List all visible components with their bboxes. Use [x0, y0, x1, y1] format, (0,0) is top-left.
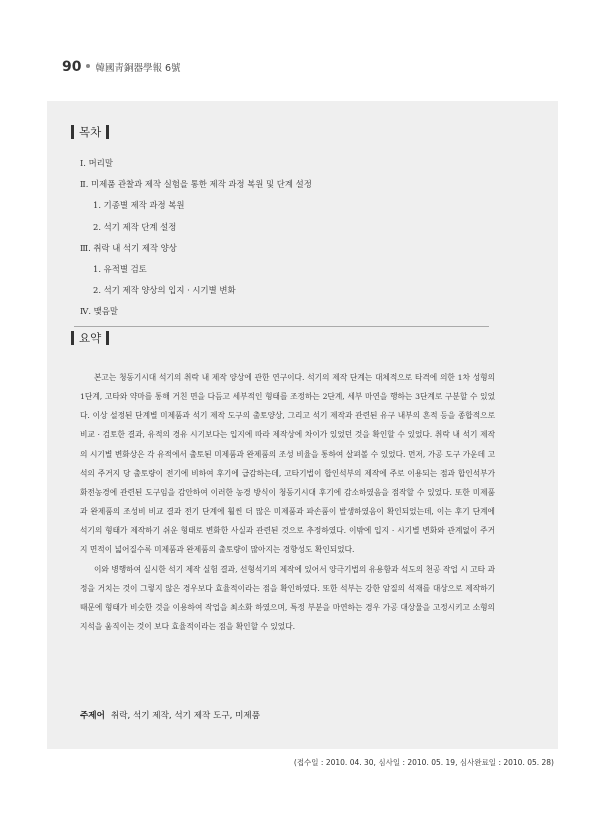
heading-bar-right-icon — [106, 125, 109, 139]
toc-item: 1. 기종별 제작 과정 복원 — [93, 200, 185, 211]
section-divider — [74, 326, 489, 327]
toc-title: 목차 — [79, 125, 102, 139]
toc-item: 1. 유적별 검토 — [93, 263, 147, 274]
toc-item: Ⅱ. 미제품 관찰과 제작 실험을 통한 제작 과정 복원 및 단계 설정 — [80, 179, 312, 190]
toc-item: Ⅰ. 머리말 — [80, 158, 113, 168]
toc-item: 2. 석기 제작 단계 설정 — [93, 221, 177, 232]
abstract-body — [80, 368, 495, 636]
submission-dates: (접수일 : 2010. 04. 30, 심사일 : 2010. 05. 19, 심사완료일 : 2010. 05. 28) — [293, 758, 554, 767]
abstract-paragraph: 이와 병행하여 실시한 석기 제작 실험 결과, 선형석기의 제작에 있어서 양극기법의 유용함과 석도의 천공 작업 시 고타 과정을 거치는 것이 그렇지 않은 경우보다 효율적이라는 점을 확인하였다. 또한 석부는 강한 암질의 석재를 대상으로 제작하기 때문에 형태가 비슷한 것을 이용하여 작업을 최소화 하였으며, 특정 부분을 마연하는 경우 가공 대상물을 고정시키고 소형의 지석을 움직이는 것이 보다 효율적이라는 점을 확인할 수 있었다. — [80, 564, 495, 632]
heading-bar-left-icon — [71, 125, 74, 139]
toc-heading — [71, 124, 109, 140]
abstract-paragraph: 본고는 청동기시대 석기의 취락 내 제작 양상에 관한 연구이다. 석기의 제작 단계는 대체적으로 타격에 의한 1차 성형의 1단계, 고타와 약마를 통해 거친 면을 다듬고 세부적인 형태를 조정하는 2단계, 세부 마연을 행하는 3단계로 구분할 수 있었다. 이상 설정된 단계별 미제품과 석기 제작 도구의 출토양상, 그리고 석기 제작과 관련된 유구 내부의 흔적 등을 종합적으로 비교 · 검토한 결과, 유적의 경유 시기보다는 입지에 따라 제작상에 차이가 있었던 것을 확인할 수 있었다. 취락 내 석기 제작의 시기별 변화상은 각 유적에서 출토된 미제품과 완제품의 조성 비율을 통하여 살펴볼 수 있었다. 먼저, 가공 도구 가운데 고석의 주거지 당 출토량이 전기에 비하여 후기에 급감하는데, 고타기법이 합인석부의 제작에 주로 이용되는 점과 합인석부가 화전농경에 관련된 도구임을 감안하여 이러한 농경 방식이 청동기시대 후기에 감소하였음을 점작할 수 있었다. 또한 미제품과 완제품의 조성비 비교 결과 전기 단계에 훨씬 더 많은 미제품과 파손품이 발생하였음이 확인되었는데, 이는 후기 단계에 석기의 형태가 제작하기 쉬운 형태로 변화한 사실과 관련된 것으로 추정하였다. 이밖에 입지 · 시기별 변화와 관계없이 주거지 면적이 넓어질수록 미제품과 완제품의 출토량이 많아지는 경향성도 확인되었다. — [80, 373, 495, 555]
page-number: 90 — [62, 59, 82, 75]
toc-item: Ⅲ. 취락 내 석기 제작 양상 — [80, 242, 177, 253]
heading-bar-left-icon — [71, 331, 74, 345]
keywords-label: 주제어 — [80, 711, 105, 721]
toc-item: 2. 석기 제작 양상의 입지 · 시기별 변화 — [93, 285, 236, 296]
summary-box — [47, 101, 558, 749]
bullet-dot-icon — [86, 64, 90, 68]
keywords-text: 취락, 석기 제작, 석기 제작 도구, 미제품 — [110, 711, 261, 721]
abstract-heading — [71, 330, 109, 346]
keywords — [80, 709, 260, 721]
toc-item: Ⅳ. 맺음말 — [80, 306, 118, 317]
page-header — [62, 59, 181, 75]
heading-bar-right-icon — [106, 331, 109, 345]
table-of-contents — [80, 153, 312, 323]
abstract-title: 요약 — [79, 331, 102, 345]
journal-title: 韓國靑銅器學報 6號 — [95, 63, 181, 74]
